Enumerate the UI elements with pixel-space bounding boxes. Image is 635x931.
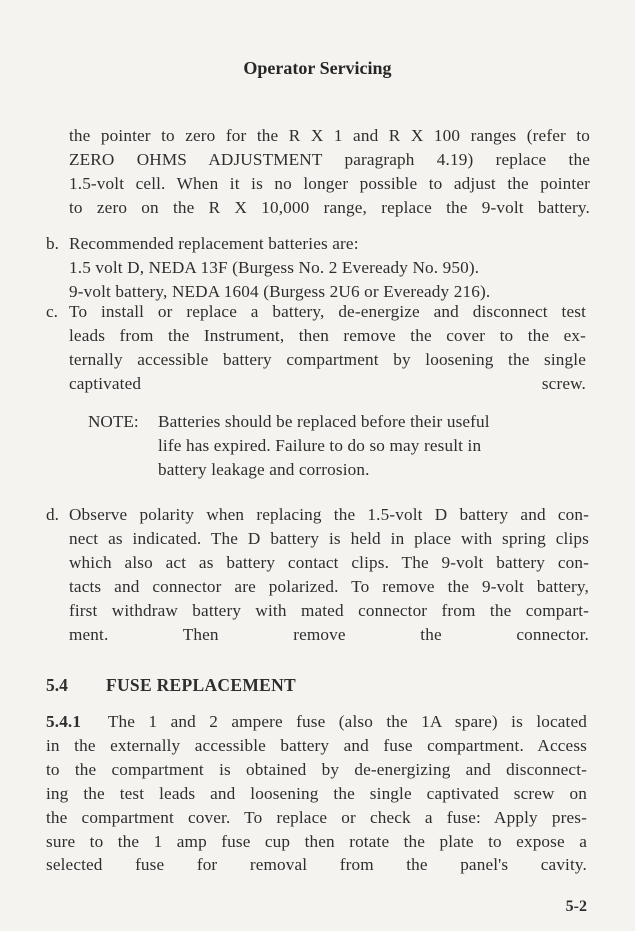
text-line: ment. Then remove the connector. bbox=[69, 624, 589, 644]
text-line: in the externally accessible battery and fuse compartment. Access bbox=[46, 735, 587, 755]
item-a-continuation bbox=[69, 124, 590, 220]
text-line: which also act as battery contact clips. The 9-volt battery con- bbox=[69, 552, 589, 572]
text-line: Recommended replacement batteries are: bbox=[69, 234, 359, 253]
paragraph-5-4-1 bbox=[46, 710, 587, 877]
text-line bbox=[46, 710, 587, 734]
page-number: 5-2 bbox=[565, 898, 587, 915]
text-line: leads from the Instrument, then remove the cover to the ex- bbox=[69, 325, 586, 345]
text-line: nect as indicated. The D battery is held in place with spring clips bbox=[69, 528, 589, 548]
item-c-text bbox=[69, 300, 586, 396]
text-line: ZERO OHMS ADJUSTMENT paragraph 4.19) replace the bbox=[69, 149, 590, 169]
item-b-marker: b. bbox=[46, 234, 59, 253]
text-line: 1.5 volt D, NEDA 13F (Burgess No. 2 Eveready No. 950). bbox=[69, 257, 480, 277]
text-line: Observe polarity when replacing the 1.5-volt D battery and con- bbox=[69, 505, 589, 524]
item-d-marker: d. bbox=[46, 505, 59, 524]
text-line: the pointer to zero for the R X 1 and R X 100 ranges (refer to bbox=[69, 126, 590, 145]
text-line: Batteries should be replaced before their useful bbox=[158, 412, 490, 431]
text-line: the compartment cover. To replace or check a fuse: Apply pres- bbox=[46, 807, 587, 827]
item-c-marker: c. bbox=[46, 302, 58, 321]
note-label: NOTE: bbox=[88, 412, 139, 431]
text-line: 1.5-volt cell. When it is no longer possible to adjust the pointer bbox=[69, 173, 590, 193]
paragraph-number: 5.4.1 bbox=[46, 712, 82, 731]
note-text bbox=[158, 410, 546, 482]
text-line: ing the test leads and loosening the single captivated screw on bbox=[46, 783, 587, 803]
section-number: 5.4 bbox=[46, 675, 68, 695]
item-d-text bbox=[69, 503, 589, 646]
text-line: selected fuse for removal from the panel's cavity. bbox=[46, 855, 587, 875]
text-line: tacts and connector are polarized. To remove the 9-volt battery, bbox=[69, 576, 589, 596]
section-title: FUSE REPLACEMENT bbox=[106, 675, 297, 695]
text-line: sure to the 1 amp fuse cup then rotate the plate to expose a bbox=[46, 831, 587, 851]
text-line: ternally accessible battery compartment by loosening the single bbox=[69, 349, 586, 369]
text-line: to zero on the R X 10,000 range, replace the 9-volt battery. bbox=[69, 197, 590, 217]
text-line: battery leakage and corrosion. bbox=[158, 459, 370, 479]
paragraph-first-line: The 1 and 2 ampere fuse (also the 1A spare) is located bbox=[107, 712, 587, 731]
text-line: To install or replace a battery, de-energize and disconnect test bbox=[69, 302, 586, 321]
text-line: life has expired. Failure to do so may result in bbox=[158, 435, 482, 455]
text-line: to the compartment is obtained by de-energizing and disconnect- bbox=[46, 759, 587, 779]
running-header: Operator Servicing bbox=[243, 58, 392, 78]
text-line: 9-volt battery, NEDA 1604 (Burgess 2U6 or Eveready 216). bbox=[69, 281, 491, 301]
text-line: first withdraw battery with mated connector from the compart- bbox=[69, 600, 589, 620]
item-b-text bbox=[69, 232, 590, 304]
text-line: captivated screw. bbox=[69, 373, 586, 393]
